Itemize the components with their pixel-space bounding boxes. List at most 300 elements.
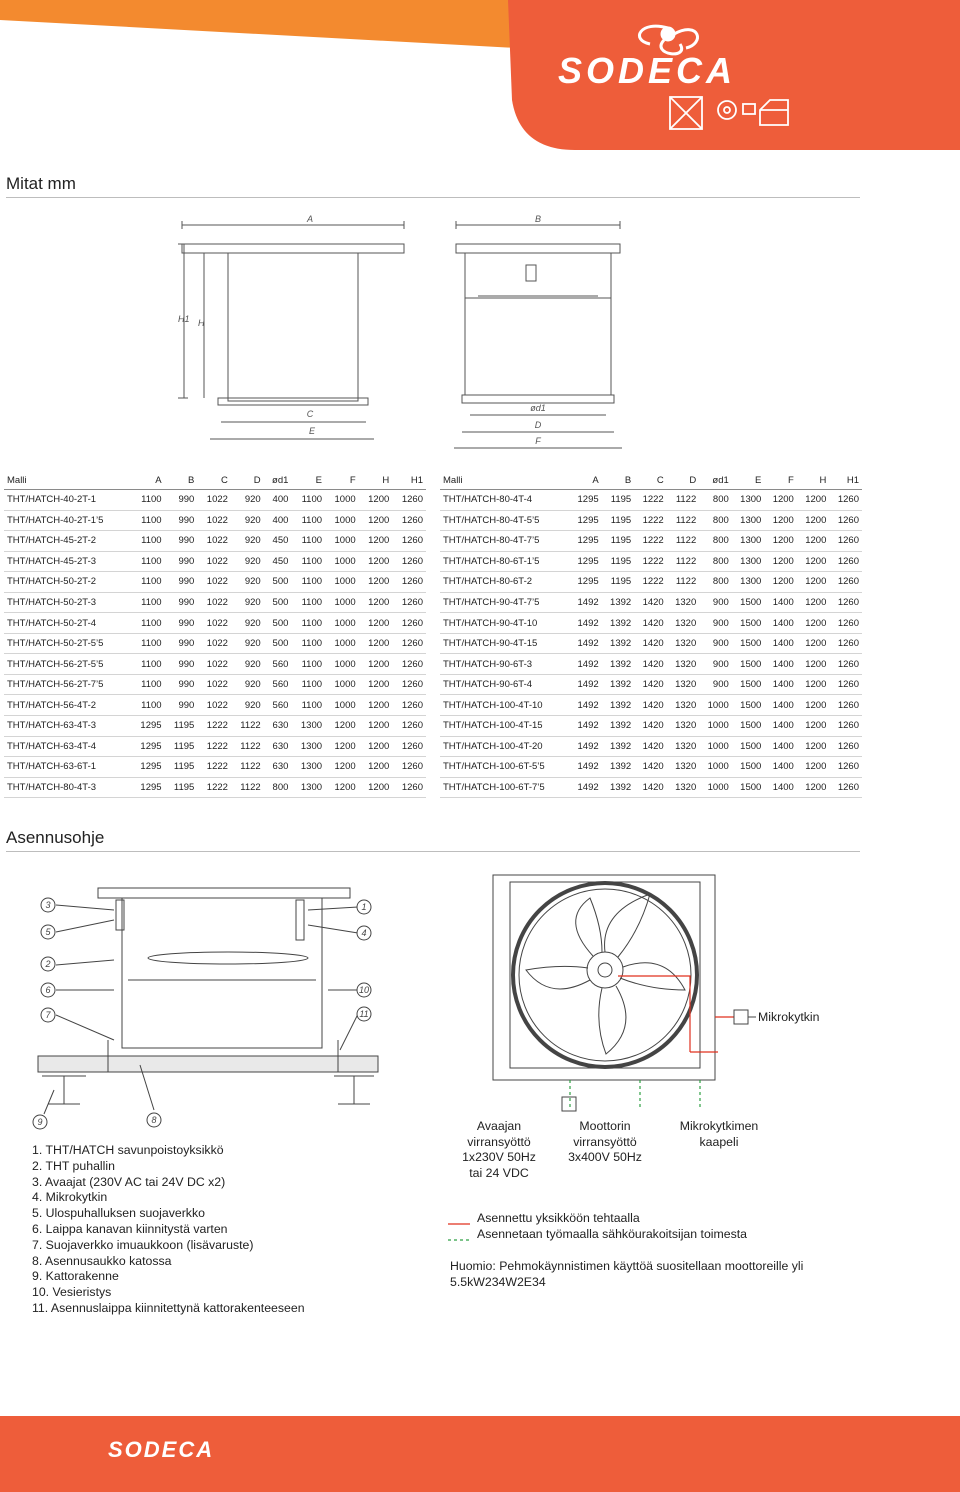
value-cell: 1022 bbox=[197, 592, 231, 613]
legend-item: 8. Asennusaukko katossa bbox=[32, 1253, 172, 1268]
table-row bbox=[4, 510, 426, 531]
value-cell: 1000 bbox=[325, 695, 359, 716]
model-cell: THT/HATCH-100-4T-15 bbox=[440, 716, 569, 737]
value-cell: 1392 bbox=[602, 695, 635, 716]
value-cell: 1200 bbox=[797, 654, 830, 675]
value-cell: 1400 bbox=[764, 695, 797, 716]
value-cell: 1320 bbox=[667, 736, 700, 757]
column-header: ød1 bbox=[264, 471, 292, 490]
value-cell: 1492 bbox=[569, 736, 602, 757]
installation-drawing bbox=[28, 880, 388, 1130]
value-cell: 800 bbox=[699, 551, 732, 572]
column-header: B bbox=[165, 471, 198, 490]
value-cell: 500 bbox=[264, 633, 292, 654]
value-cell: 1195 bbox=[602, 572, 635, 593]
table-row bbox=[4, 736, 426, 757]
value-cell: 1022 bbox=[197, 531, 231, 552]
table-row bbox=[4, 777, 426, 798]
dim-label-b: B bbox=[534, 214, 542, 224]
value-cell: 1100 bbox=[291, 490, 325, 511]
value-cell: 1392 bbox=[602, 592, 635, 613]
value-cell: 1295 bbox=[569, 551, 602, 572]
value-cell: 1100 bbox=[131, 510, 165, 531]
table-row bbox=[440, 757, 862, 778]
value-cell: 1100 bbox=[131, 633, 165, 654]
table-row bbox=[440, 572, 862, 593]
value-cell: 1200 bbox=[325, 777, 359, 798]
value-cell: 1100 bbox=[291, 572, 325, 593]
value-cell: 1200 bbox=[797, 551, 830, 572]
header-graphic bbox=[0, 0, 960, 150]
value-cell: 1200 bbox=[797, 592, 830, 613]
value-cell: 1320 bbox=[667, 613, 700, 634]
value-cell: 1260 bbox=[392, 674, 426, 695]
model-cell: THT/HATCH-90-6T-3 bbox=[440, 654, 569, 675]
value-cell: 1022 bbox=[197, 551, 231, 572]
value-cell: 1320 bbox=[667, 674, 700, 695]
value-cell: 1000 bbox=[325, 572, 359, 593]
value-cell: 1260 bbox=[392, 572, 426, 593]
value-cell: 920 bbox=[231, 674, 264, 695]
model-cell: THT/HATCH-90-4T-15 bbox=[440, 633, 569, 654]
column-header: D bbox=[231, 471, 264, 490]
value-cell: 1260 bbox=[829, 736, 862, 757]
fan-wiring-drawing bbox=[490, 872, 870, 1122]
value-cell: 1100 bbox=[291, 613, 325, 634]
value-cell: 1022 bbox=[197, 695, 231, 716]
value-cell: 1260 bbox=[392, 510, 426, 531]
value-cell: 1200 bbox=[764, 531, 797, 552]
table-row bbox=[440, 674, 862, 695]
value-cell: 920 bbox=[231, 613, 264, 634]
value-cell: 1100 bbox=[291, 633, 325, 654]
column-header: H1 bbox=[829, 471, 862, 490]
value-cell: 1122 bbox=[667, 551, 700, 572]
table-row bbox=[4, 654, 426, 675]
value-cell: 1392 bbox=[602, 736, 635, 757]
value-cell: 1400 bbox=[764, 777, 797, 798]
value-cell: 1492 bbox=[569, 633, 602, 654]
model-cell: THT/HATCH-56-2T-5’5 bbox=[4, 654, 131, 675]
value-cell: 1260 bbox=[392, 490, 426, 511]
value-cell: 990 bbox=[165, 490, 198, 511]
column-header: ød1 bbox=[699, 471, 732, 490]
model-cell: THT/HATCH-80-6T-1’5 bbox=[440, 551, 569, 572]
callout-number: 3 bbox=[45, 900, 51, 910]
model-cell: THT/HATCH-50-2T-2 bbox=[4, 572, 131, 593]
callout-number: 2 bbox=[45, 959, 51, 969]
column-header: E bbox=[291, 471, 325, 490]
value-cell: 1300 bbox=[291, 777, 325, 798]
value-cell: 1195 bbox=[165, 777, 198, 798]
value-cell: 800 bbox=[264, 777, 292, 798]
value-cell: 1300 bbox=[291, 757, 325, 778]
value-cell: 1200 bbox=[325, 757, 359, 778]
value-cell: 1320 bbox=[667, 716, 700, 737]
value-cell: 1400 bbox=[764, 674, 797, 695]
value-cell: 1195 bbox=[165, 757, 198, 778]
value-cell: 1100 bbox=[291, 551, 325, 572]
value-cell: 900 bbox=[699, 654, 732, 675]
value-cell: 1300 bbox=[291, 716, 325, 737]
value-cell: 1000 bbox=[325, 551, 359, 572]
column-header: H bbox=[359, 471, 393, 490]
motor-supply-label: Moottorin virransyöttö 3x400V 50Hz bbox=[568, 1119, 642, 1164]
callout-number: 11 bbox=[359, 1009, 369, 1019]
value-cell: 1260 bbox=[829, 613, 862, 634]
value-cell: 1260 bbox=[829, 695, 862, 716]
legend-item: 1. THT/HATCH savunpoistoyksikkö bbox=[32, 1143, 224, 1157]
dim-label-f: F bbox=[535, 436, 541, 446]
dimension-table-right bbox=[440, 471, 862, 798]
table-row bbox=[440, 531, 862, 552]
value-cell: 1000 bbox=[699, 716, 732, 737]
column-header: H bbox=[797, 471, 830, 490]
value-cell: 1022 bbox=[197, 572, 231, 593]
value-cell: 1200 bbox=[359, 531, 393, 552]
value-cell: 1100 bbox=[291, 510, 325, 531]
model-cell: THT/HATCH-90-6T-4 bbox=[440, 674, 569, 695]
value-cell: 1420 bbox=[634, 695, 667, 716]
value-cell: 1260 bbox=[829, 674, 862, 695]
value-cell: 1100 bbox=[291, 674, 325, 695]
value-cell: 1000 bbox=[325, 510, 359, 531]
model-cell: THT/HATCH-45-2T-3 bbox=[4, 551, 131, 572]
value-cell: 1222 bbox=[197, 736, 231, 757]
model-cell: THT/HATCH-50-2T-4 bbox=[4, 613, 131, 634]
value-cell: 1295 bbox=[131, 736, 165, 757]
model-cell: THT/HATCH-56-4T-2 bbox=[4, 695, 131, 716]
value-cell: 1200 bbox=[359, 633, 393, 654]
value-cell: 1492 bbox=[569, 654, 602, 675]
model-cell: THT/HATCH-80-4T-4 bbox=[440, 490, 569, 511]
value-cell: 1000 bbox=[325, 592, 359, 613]
dim-label-d: D bbox=[534, 420, 542, 430]
value-cell: 920 bbox=[231, 654, 264, 675]
value-cell: 1492 bbox=[569, 777, 602, 798]
value-cell: 1022 bbox=[197, 674, 231, 695]
callout-number: 7 bbox=[45, 1010, 51, 1020]
value-cell: 1260 bbox=[392, 551, 426, 572]
value-cell: 990 bbox=[165, 531, 198, 552]
value-cell: 1100 bbox=[291, 654, 325, 675]
table-row bbox=[4, 592, 426, 613]
value-cell: 1222 bbox=[634, 572, 667, 593]
microswitch-cable-label: Mikrokytkimen kaapeli bbox=[679, 1119, 759, 1149]
value-cell: 1260 bbox=[392, 736, 426, 757]
value-cell: 1500 bbox=[732, 716, 765, 737]
value-cell: 1320 bbox=[667, 777, 700, 798]
value-cell: 920 bbox=[231, 572, 264, 593]
column-header-malli: Malli bbox=[440, 471, 569, 490]
value-cell: 1222 bbox=[634, 490, 667, 511]
value-cell: 990 bbox=[165, 551, 198, 572]
model-cell: THT/HATCH-80-4T-3 bbox=[4, 777, 131, 798]
callout-number: 10 bbox=[358, 985, 370, 995]
sodeca-logo-text: SODECA bbox=[558, 50, 737, 91]
model-cell: THT/HATCH-80-6T-2 bbox=[440, 572, 569, 593]
model-cell: THT/HATCH-56-2T-7’5 bbox=[4, 674, 131, 695]
value-cell: 1260 bbox=[829, 510, 862, 531]
value-cell: 900 bbox=[699, 613, 732, 634]
value-cell: 990 bbox=[165, 613, 198, 634]
value-cell: 1492 bbox=[569, 674, 602, 695]
model-cell: THT/HATCH-100-6T-7’5 bbox=[440, 777, 569, 798]
value-cell: 1200 bbox=[359, 695, 393, 716]
dim-label-e: E bbox=[308, 426, 316, 436]
value-cell: 1260 bbox=[392, 757, 426, 778]
model-cell: THT/HATCH-80-4T-5’5 bbox=[440, 510, 569, 531]
value-cell: 1260 bbox=[829, 633, 862, 654]
value-cell: 1100 bbox=[131, 551, 165, 572]
value-cell: 1000 bbox=[325, 531, 359, 552]
value-cell: 500 bbox=[264, 592, 292, 613]
value-cell: 990 bbox=[165, 633, 198, 654]
legend-item: 3. Avaajat (230V AC tai 24V DC x2) bbox=[32, 1174, 226, 1189]
model-cell: THT/HATCH-45-2T-2 bbox=[4, 531, 131, 552]
legend-item: 5. Ulospuhalluksen suojaverkko bbox=[32, 1206, 205, 1221]
value-cell: 1122 bbox=[667, 490, 700, 511]
value-cell: 900 bbox=[699, 674, 732, 695]
table-row bbox=[4, 551, 426, 572]
column-header: E bbox=[732, 471, 765, 490]
callout-number: 4 bbox=[361, 928, 367, 938]
table-row bbox=[440, 551, 862, 572]
value-cell: 1222 bbox=[634, 510, 667, 531]
value-cell: 1122 bbox=[667, 531, 700, 552]
table-row bbox=[4, 633, 426, 654]
value-cell: 990 bbox=[165, 592, 198, 613]
value-cell: 1295 bbox=[131, 757, 165, 778]
dimension-table-left bbox=[4, 471, 426, 798]
value-cell: 560 bbox=[264, 674, 292, 695]
table-row bbox=[440, 654, 862, 675]
value-cell: 400 bbox=[264, 490, 292, 511]
softstarter-note: Huomio: Pehmokäynnistimen käyttöä suositellaan moottoreille yli 5.5kW234W2E34 bbox=[450, 1259, 804, 1289]
table-row bbox=[4, 695, 426, 716]
column-header: C bbox=[197, 471, 231, 490]
column-header-malli: Malli bbox=[4, 471, 131, 490]
value-cell: 1300 bbox=[732, 572, 765, 593]
dimensions-rule bbox=[6, 197, 860, 198]
value-cell: 1400 bbox=[764, 654, 797, 675]
value-cell: 1100 bbox=[291, 592, 325, 613]
value-cell: 1200 bbox=[797, 716, 830, 737]
value-cell: 1195 bbox=[602, 490, 635, 511]
table-header-row bbox=[4, 471, 426, 490]
value-cell: 1100 bbox=[131, 674, 165, 695]
value-cell: 1300 bbox=[732, 510, 765, 531]
value-cell: 800 bbox=[699, 510, 732, 531]
value-cell: 1100 bbox=[131, 531, 165, 552]
value-cell: 1392 bbox=[602, 654, 635, 675]
value-cell: 1300 bbox=[732, 490, 765, 511]
table-row bbox=[4, 613, 426, 634]
value-cell: 1222 bbox=[634, 531, 667, 552]
table-row bbox=[440, 736, 862, 757]
table-row bbox=[4, 572, 426, 593]
model-cell: THT/HATCH-40-2T-1’5 bbox=[4, 510, 131, 531]
column-header: H1 bbox=[392, 471, 426, 490]
value-cell: 1260 bbox=[829, 757, 862, 778]
value-cell: 1100 bbox=[131, 695, 165, 716]
value-cell: 1022 bbox=[197, 490, 231, 511]
value-cell: 1260 bbox=[829, 654, 862, 675]
value-cell: 1500 bbox=[732, 674, 765, 695]
value-cell: 1200 bbox=[797, 757, 830, 778]
value-cell: 1500 bbox=[732, 592, 765, 613]
value-cell: 1295 bbox=[569, 531, 602, 552]
value-cell: 1320 bbox=[667, 757, 700, 778]
value-cell: 900 bbox=[699, 592, 732, 613]
model-cell: THT/HATCH-80-4T-7’5 bbox=[440, 531, 569, 552]
value-cell: 1200 bbox=[797, 674, 830, 695]
value-cell: 800 bbox=[699, 490, 732, 511]
value-cell: 900 bbox=[699, 633, 732, 654]
electrician-installed-label: Asennetaan työmaalla sähköurakoitsijan toimesta bbox=[477, 1227, 748, 1241]
dimension-drawing-side bbox=[166, 210, 430, 460]
value-cell: 450 bbox=[264, 551, 292, 572]
value-cell: 1500 bbox=[732, 695, 765, 716]
value-cell: 1400 bbox=[764, 716, 797, 737]
value-cell: 1000 bbox=[325, 490, 359, 511]
value-cell: 1000 bbox=[699, 757, 732, 778]
value-cell: 1200 bbox=[797, 531, 830, 552]
value-cell: 1420 bbox=[634, 674, 667, 695]
value-cell: 1392 bbox=[602, 613, 635, 634]
value-cell: 1000 bbox=[699, 777, 732, 798]
value-cell: 1500 bbox=[732, 633, 765, 654]
column-header: F bbox=[325, 471, 359, 490]
value-cell: 1300 bbox=[291, 736, 325, 757]
value-cell: 1200 bbox=[325, 736, 359, 757]
value-cell: 1200 bbox=[764, 490, 797, 511]
legend-item: 10. Vesieristys bbox=[32, 1285, 112, 1300]
value-cell: 1400 bbox=[764, 592, 797, 613]
column-header: D bbox=[667, 471, 700, 490]
value-cell: 1022 bbox=[197, 510, 231, 531]
value-cell: 1295 bbox=[569, 510, 602, 531]
value-cell: 1000 bbox=[699, 736, 732, 757]
table-header-row bbox=[440, 471, 862, 490]
value-cell: 1200 bbox=[359, 757, 393, 778]
legend-item: 11. Asennuslaippa kiinnitettynä kattorakenteeseen bbox=[32, 1300, 305, 1315]
value-cell: 400 bbox=[264, 510, 292, 531]
value-cell: 1000 bbox=[699, 695, 732, 716]
value-cell: 1022 bbox=[197, 633, 231, 654]
value-cell: 1100 bbox=[131, 654, 165, 675]
value-cell: 1320 bbox=[667, 695, 700, 716]
value-cell: 920 bbox=[231, 695, 264, 716]
value-cell: 1492 bbox=[569, 592, 602, 613]
component-legend bbox=[32, 1143, 305, 1317]
value-cell: 1260 bbox=[392, 633, 426, 654]
value-cell: 1400 bbox=[764, 736, 797, 757]
value-cell: 1300 bbox=[732, 531, 765, 552]
switch-box-icon bbox=[562, 1097, 576, 1111]
value-cell: 1420 bbox=[634, 654, 667, 675]
value-cell: 1260 bbox=[392, 716, 426, 737]
value-cell: 1492 bbox=[569, 613, 602, 634]
value-cell: 1100 bbox=[131, 592, 165, 613]
legend-item: 2. THT puhallin bbox=[32, 1158, 115, 1173]
model-cell: THT/HATCH-90-4T-10 bbox=[440, 613, 569, 634]
value-cell: 1295 bbox=[131, 777, 165, 798]
value-cell: 1200 bbox=[359, 777, 393, 798]
footer-graphic bbox=[0, 1416, 960, 1492]
model-cell: THT/HATCH-100-6T-5’5 bbox=[440, 757, 569, 778]
value-cell: 500 bbox=[264, 572, 292, 593]
value-cell: 1122 bbox=[231, 716, 264, 737]
value-cell: 1200 bbox=[797, 572, 830, 593]
value-cell: 560 bbox=[264, 695, 292, 716]
value-cell: 1200 bbox=[359, 490, 393, 511]
footer-banner bbox=[0, 1416, 960, 1492]
column-header: F bbox=[764, 471, 797, 490]
model-cell: THT/HATCH-100-4T-20 bbox=[440, 736, 569, 757]
value-cell: 1260 bbox=[829, 531, 862, 552]
value-cell: 1022 bbox=[197, 654, 231, 675]
value-cell: 630 bbox=[264, 757, 292, 778]
value-cell: 1295 bbox=[131, 716, 165, 737]
value-cell: 1500 bbox=[732, 757, 765, 778]
value-cell: 1400 bbox=[764, 633, 797, 654]
callout-number: 9 bbox=[37, 1117, 43, 1127]
model-cell: THT/HATCH-63-6T-1 bbox=[4, 757, 131, 778]
value-cell: 1195 bbox=[165, 736, 198, 757]
value-cell: 1420 bbox=[634, 736, 667, 757]
value-cell: 1000 bbox=[325, 633, 359, 654]
value-cell: 1200 bbox=[797, 736, 830, 757]
value-cell: 1122 bbox=[231, 757, 264, 778]
value-cell: 1000 bbox=[325, 674, 359, 695]
table-row bbox=[4, 490, 426, 511]
model-cell: THT/HATCH-50-2T-3 bbox=[4, 592, 131, 613]
column-header: A bbox=[569, 471, 602, 490]
value-cell: 560 bbox=[264, 654, 292, 675]
value-cell: 920 bbox=[231, 592, 264, 613]
value-cell: 1420 bbox=[634, 716, 667, 737]
microswitch-icon bbox=[734, 1010, 748, 1024]
value-cell: 1392 bbox=[602, 757, 635, 778]
value-cell: 1420 bbox=[634, 592, 667, 613]
value-cell: 1295 bbox=[569, 490, 602, 511]
value-cell: 1222 bbox=[197, 777, 231, 798]
value-cell: 920 bbox=[231, 510, 264, 531]
model-cell: THT/HATCH-50-2T-5’5 bbox=[4, 633, 131, 654]
value-cell: 1000 bbox=[325, 654, 359, 675]
value-cell: 920 bbox=[231, 490, 264, 511]
value-cell: 1100 bbox=[291, 695, 325, 716]
table-row bbox=[440, 716, 862, 737]
column-header: C bbox=[634, 471, 667, 490]
model-cell: THT/HATCH-63-4T-3 bbox=[4, 716, 131, 737]
value-cell: 1420 bbox=[634, 613, 667, 634]
model-cell: THT/HATCH-100-4T-10 bbox=[440, 695, 569, 716]
model-cell: THT/HATCH-90-4T-7’5 bbox=[440, 592, 569, 613]
table-row bbox=[4, 716, 426, 737]
install-title: Asennusohje bbox=[6, 828, 105, 847]
value-cell: 800 bbox=[699, 531, 732, 552]
value-cell: 1200 bbox=[359, 674, 393, 695]
value-cell: 1222 bbox=[197, 716, 231, 737]
value-cell: 1300 bbox=[732, 551, 765, 572]
value-cell: 800 bbox=[699, 572, 732, 593]
value-cell: 1200 bbox=[797, 777, 830, 798]
value-cell: 1260 bbox=[392, 613, 426, 634]
value-cell: 1260 bbox=[392, 531, 426, 552]
legend-item: 6. Laippa kanavan kiinnitystä varten bbox=[32, 1221, 228, 1236]
